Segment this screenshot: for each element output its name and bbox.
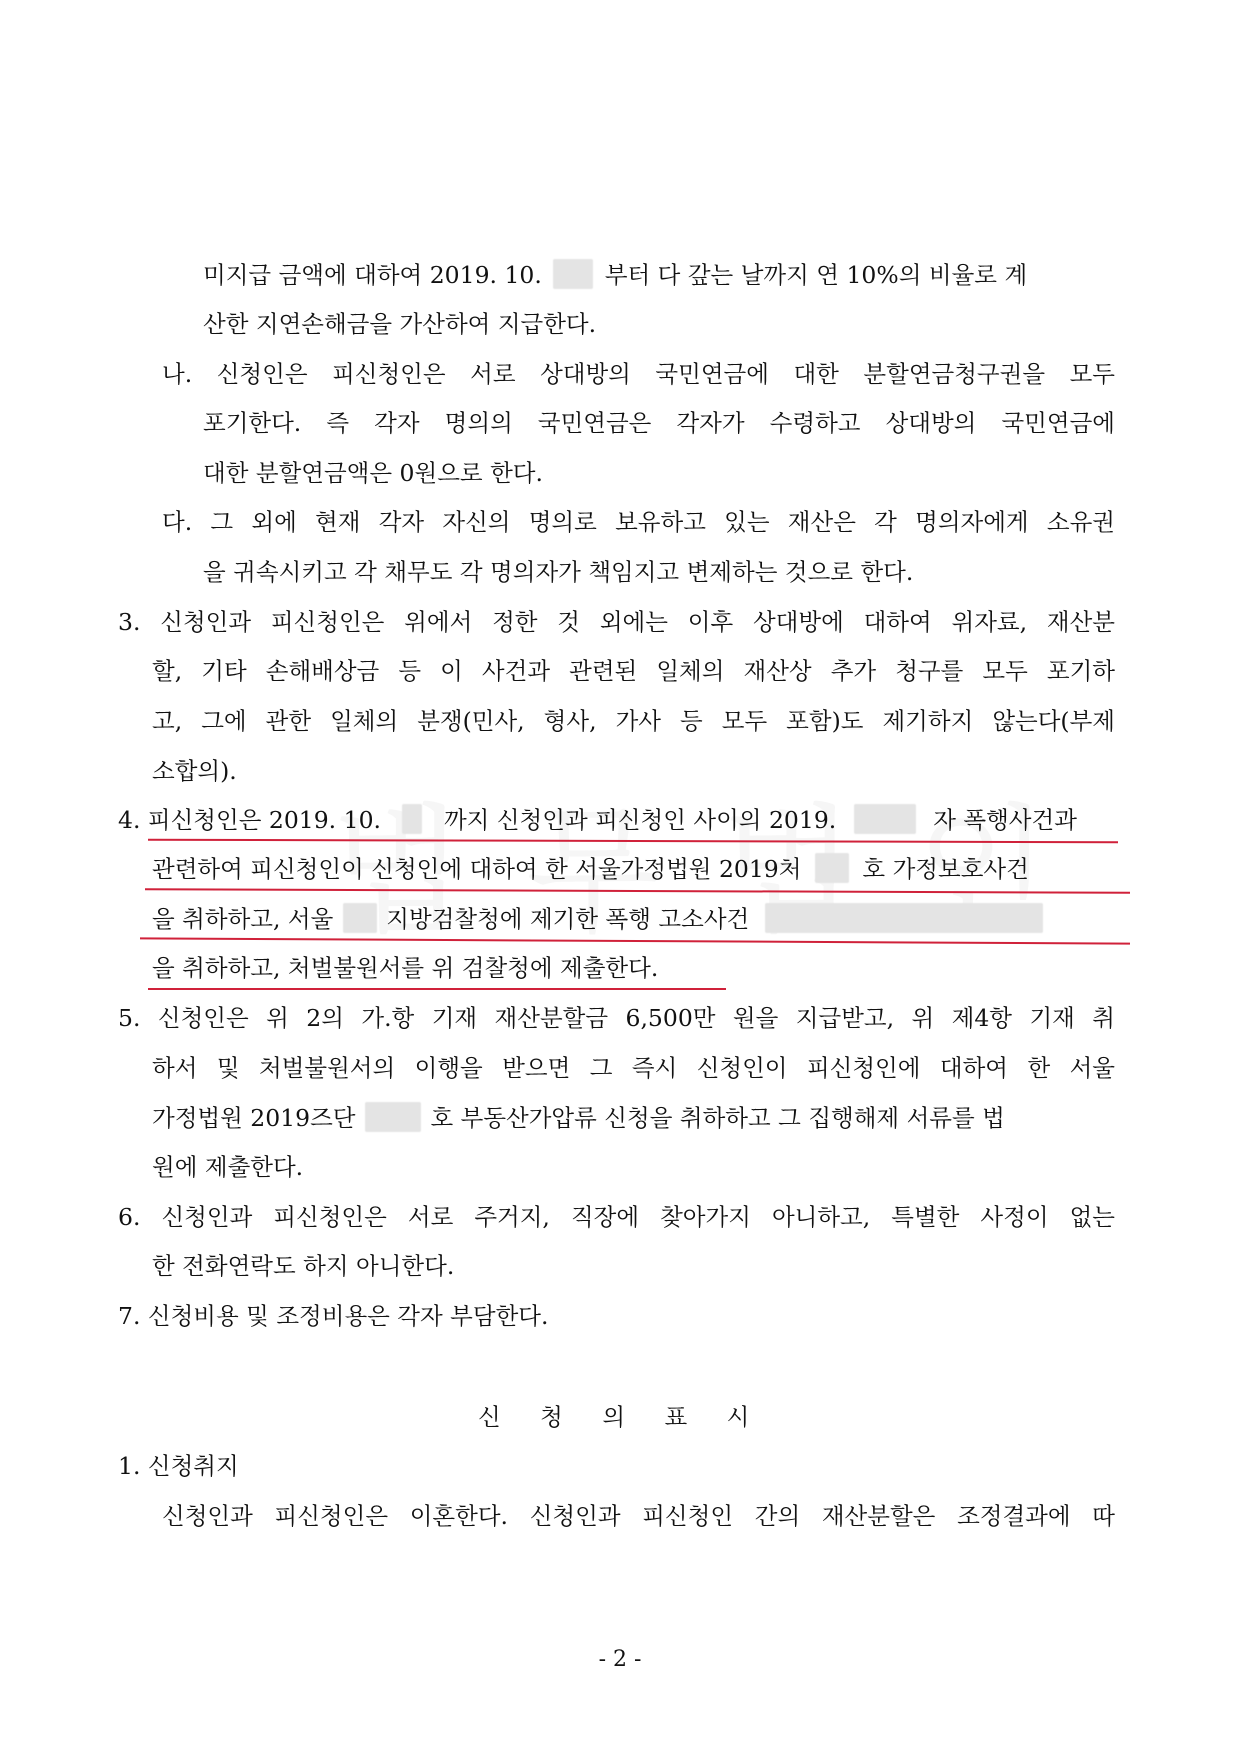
- para-4-line-3: [152, 902, 1043, 936]
- redaction-box: [854, 804, 916, 834]
- para-4-line-1: [118, 803, 1077, 837]
- para-4-line-2-a: 관련하여 피신청인이 신청인에 대하여 한 서울가정법원 2019처: [152, 855, 802, 883]
- para-2-ga-line-1: [203, 258, 1115, 292]
- redaction-box: [343, 903, 377, 933]
- redaction-box: [553, 259, 593, 289]
- para-2-da-line-2: 을 귀속시키고 각 채무도 각 명의자가 책임지고 변제하는 것으로 한다.: [203, 558, 914, 586]
- para-5-line-3: [152, 1101, 1005, 1135]
- redaction-box: [815, 853, 849, 883]
- para-2-na-line-1: 나. 신청인은 피신청인은 서로 상대방의 국민연금에 대한 분할연금청구권을 모두: [162, 360, 1115, 388]
- para-5-line-3-a: 가정법원 2019즈단: [152, 1104, 356, 1132]
- para-5-line-3-b: 호 부동산가압류 신청을 취하하고 그 집행해제 서류를 법: [430, 1104, 1005, 1132]
- para-4-line-1-b: 까지 신청인과 피신청인 사이의 2019.: [443, 806, 837, 834]
- para-7-line-1: 7. 신청비용 및 조정비용은 각자 부담한다.: [118, 1302, 549, 1330]
- para-3-line-4: 소합의).: [152, 757, 237, 785]
- para-5-line-1: 5. 신청인은 위 2의 가.항 기재 재산분할금 6,500만 원을 지급받고, 위 제4항 기재 취: [118, 1004, 1115, 1032]
- para-4-line-1-a: 4. 피신청인은 2019. 10.: [118, 806, 381, 834]
- para-6-line-1: 6. 신청인과 피신청인은 서로 주거지, 직장에 찾아가지 아니하고, 특별한 사정이 없는: [118, 1203, 1115, 1231]
- section-heading: 신 청 의 표 시: [478, 1403, 766, 1431]
- para-4-line-1-c: 자 폭행사건과: [933, 806, 1077, 834]
- para-2-ga-line-2: 산한 지연손해금을 가산하여 지급한다.: [203, 310, 597, 338]
- para-3-line-3: 고, 그에 관한 일체의 분쟁(민사, 형사, 가사 등 모두 포함)도 제기하지 않는다(부제: [152, 707, 1115, 735]
- para-2-na-line-2: 포기한다. 즉 각자 명의의 국민연금은 각자가 수령하고 상대방의 국민연금에: [203, 409, 1115, 437]
- para-6-line-2: 한 전화연락도 하지 아니한다.: [152, 1252, 455, 1280]
- item-1-line-1: 신청인과 피신청인은 이혼한다. 신청인과 피신청인 간의 재산분할은 조정결과에 따: [162, 1502, 1115, 1530]
- redaction-box: [402, 804, 422, 834]
- redaction-box: [365, 1102, 421, 1132]
- para-2-ga-line-1-a: 미지급 금액에 대하여 2019. 10.: [203, 261, 542, 289]
- para-5-line-2: 하서 및 처벌불원서의 이행을 받으면 그 즉시 신청인이 피신청인에 대하여 한 서울: [152, 1054, 1115, 1082]
- para-4-line-4: 을 취하하고, 처벌불원서를 위 검찰청에 제출한다.: [152, 954, 659, 982]
- para-5-line-4: 원에 제출한다.: [152, 1153, 304, 1181]
- item-1-title: 1. 신청취지: [118, 1452, 239, 1480]
- para-4-line-2-b: 호 가정보호사건: [862, 855, 1029, 883]
- para-3-line-1: 3. 신청인과 피신청인은 위에서 정한 것 외에는 이후 상대방에 대하여 위자료, 재산분: [118, 608, 1115, 636]
- para-4-line-2: [152, 852, 1029, 886]
- para-2-na-line-3: 대한 분할연금액은 0원으로 한다.: [203, 459, 543, 487]
- para-4-line-3-b: 지방검찰청에 제기한 폭행 고소사건: [386, 905, 750, 933]
- page-number: - 2 -: [598, 1647, 642, 1672]
- para-4-line-3-a: 을 취하하고, 서울: [152, 905, 334, 933]
- redaction-box: [765, 903, 1043, 933]
- red-underline-4: [148, 988, 726, 990]
- para-2-ga-line-1-b: 부터 다 갚는 날까지 연 10%의 비율로 계: [604, 261, 1028, 289]
- para-3-line-2: 할, 기타 손해배상금 등 이 사건과 관련된 일체의 재산상 추가 청구를 모두 포기하: [152, 657, 1115, 685]
- para-2-da-line-1: 다. 그 외에 현재 각자 자신의 명의로 보유하고 있는 재산은 각 명의자에게 소유권: [162, 508, 1115, 536]
